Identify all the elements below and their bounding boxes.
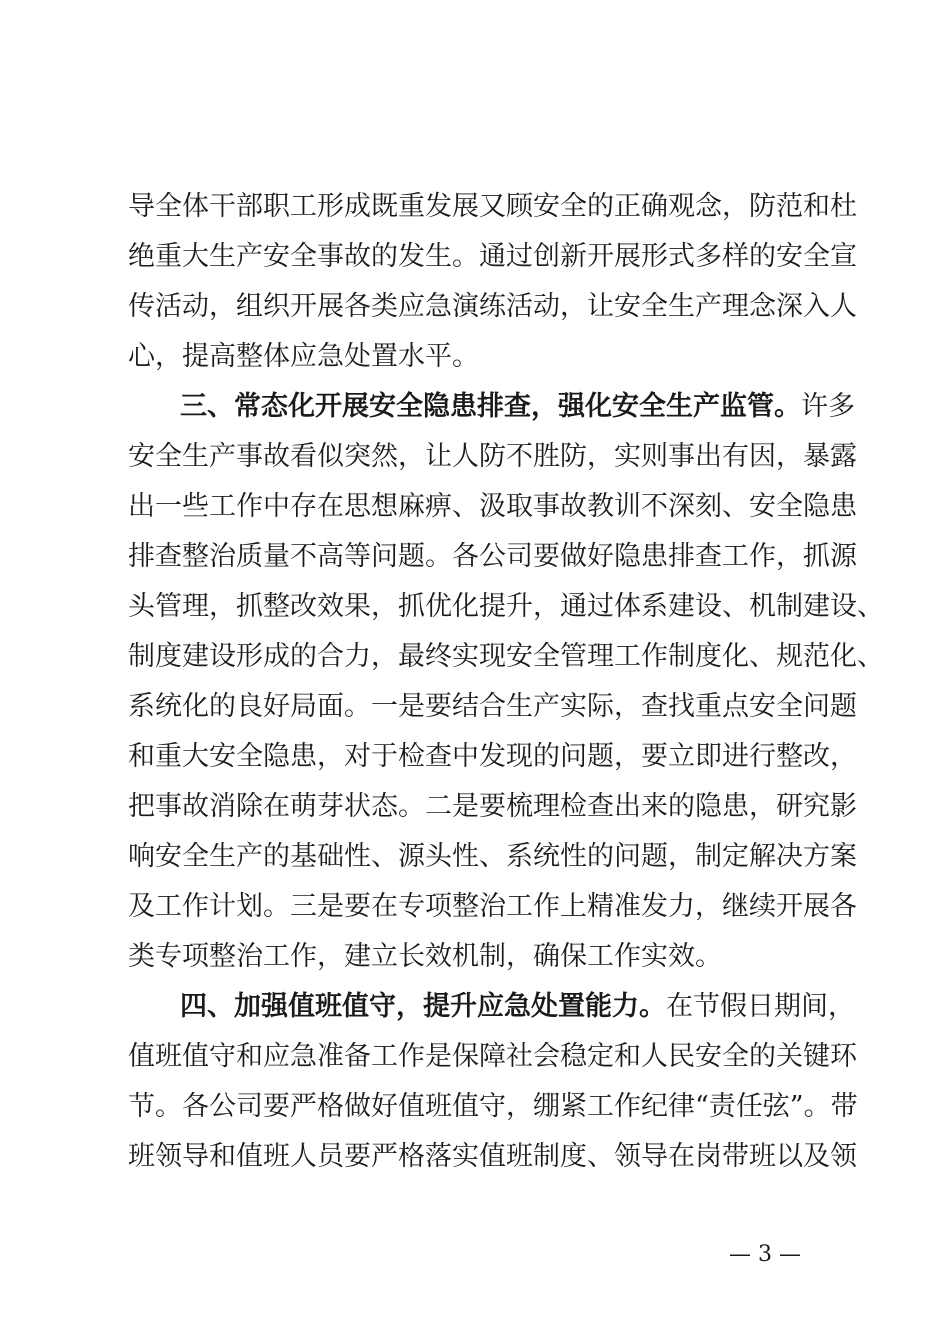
- paragraph-line: 班领导和值班人员要严格落实值班制度、领导在岗带班以及领: [128, 1141, 857, 1172]
- section-3-first-line: [180, 382, 855, 432]
- paragraph-line: 和重大安全隐患，对于检查中发现的问题，要立即进行整改，: [128, 741, 857, 772]
- section-3-heading-tail: 许多: [801, 391, 855, 422]
- paragraph-line: 心，提高整体应急处置水平。: [128, 341, 479, 372]
- paragraph-line: 传活动，组织开展各类应急演练活动，让安全生产理念深入人: [128, 291, 857, 322]
- paragraph-line: 头管理，抓整改效果，抓优化提升，通过体系建设、机制建设、: [128, 591, 884, 622]
- section-4-first-line: [180, 982, 855, 1032]
- paragraph-line: 安全生产事故看似突然，让人防不胜防，实则事出有因，暴露: [128, 441, 857, 472]
- paragraph-line: 及工作计划。三是要在专项整治工作上精准发力，继续开展各: [128, 891, 857, 922]
- section-4-heading: 四、加强值班值守，提升应急处置能力。: [180, 991, 666, 1022]
- paragraph-line: 绝重大生产安全事故的发生。通过创新开展形式多样的安全宣: [128, 241, 857, 272]
- page-number: — 3 —: [729, 1242, 801, 1267]
- section-3-heading: 三、常态化开展安全隐患排查，强化安全生产监管。: [180, 391, 801, 422]
- paragraph-line: 类专项整治工作，建立长效机制，确保工作实效。: [128, 941, 722, 972]
- paragraph-line: 排查整治质量不高等问题。各公司要做好隐患排查工作，抓源: [128, 541, 857, 572]
- section-4-heading-tail: 在节假日期间，: [666, 991, 855, 1022]
- paragraph-line: 节。各公司要严格做好值班值守，绷紧工作纪律“责任弦”。带: [128, 1091, 858, 1122]
- paragraph-line: 制度建设形成的合力，最终实现安全管理工作制度化、规范化、: [128, 641, 884, 672]
- paragraph-line: 把事故消除在萌芽状态。二是要梳理检查出来的隐患，研究影: [128, 791, 857, 822]
- paragraph-line: 响安全生产的基础性、源头性、系统性的问题，制定解决方案: [128, 841, 857, 872]
- paragraph-line: 系统化的良好局面。一是要结合生产实际，查找重点安全问题: [128, 691, 857, 722]
- paragraph-line: 导全体干部职工形成既重发展又顾安全的正确观念，防范和杜: [128, 191, 857, 222]
- paragraph-line: 值班值守和应急准备工作是保障社会稳定和人民安全的关键环: [128, 1041, 857, 1072]
- paragraph-line: 出一些工作中存在思想麻痹、汲取事故教训不深刻、安全隐患: [128, 491, 857, 522]
